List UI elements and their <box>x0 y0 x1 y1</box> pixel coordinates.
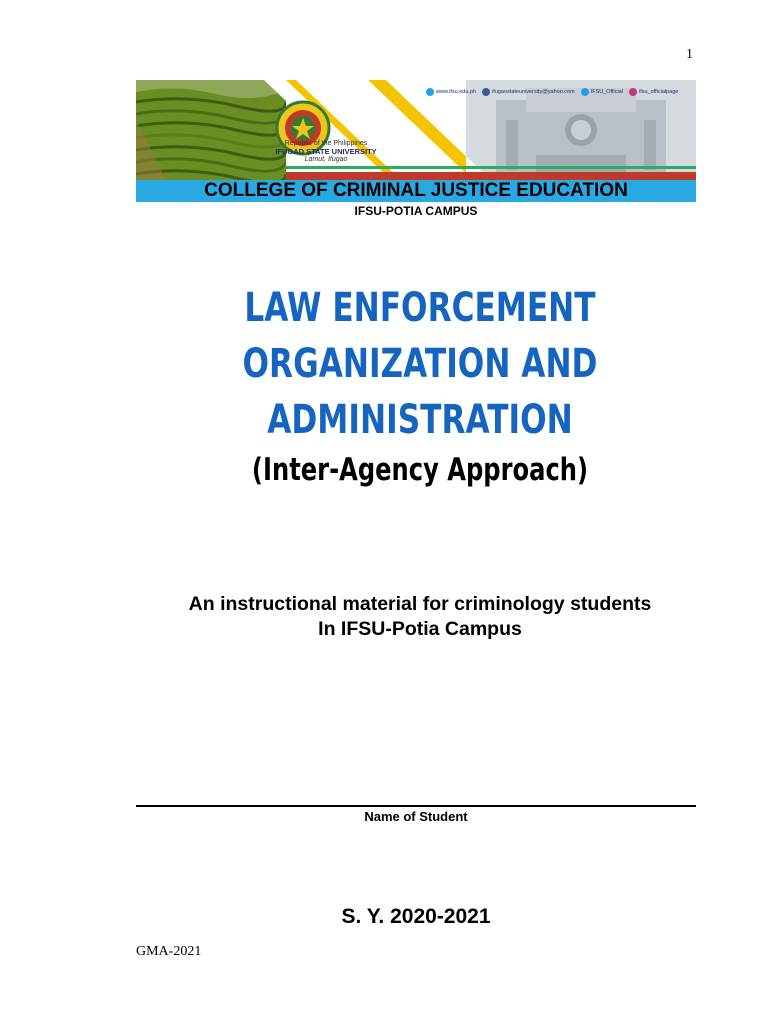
contact-links <box>426 88 756 96</box>
twitter-icon <box>581 88 589 96</box>
title-line-1: LAW ENFORCEMENT <box>244 285 596 331</box>
document-title <box>170 280 669 448</box>
contact-twitter: IFSU_Official <box>581 88 623 96</box>
contact-web: www.ifsu.edu.ph <box>426 88 476 96</box>
contact-facebook: ifugaostateuniversity@yahoo.com <box>482 88 575 96</box>
description-line-2: In IFSU-Potia Campus <box>318 618 522 640</box>
document-description <box>100 592 740 642</box>
footer-code: GMA-2021 <box>136 944 202 959</box>
facebook-icon <box>482 88 490 96</box>
description-line-1: An instructional material for criminology students <box>188 593 652 615</box>
document-subtitle: (Inter-Agency Approach) <box>251 452 589 488</box>
student-name-label: Name of Student <box>364 809 468 824</box>
republic-label: Republic of the Philippines <box>284 140 368 147</box>
contact-instagram: ifsu_officialpage <box>629 88 678 96</box>
student-name-line <box>136 805 696 807</box>
college-name-bar: COLLEGE OF CRIMINAL JUSTICE EDUCATION <box>136 180 696 202</box>
campus-label: IFSU-POTIA CAMPUS <box>354 204 478 218</box>
university-location: Lamut, Ifugao <box>304 156 348 163</box>
university-name: IFUGAD STATE UNIVERSITY <box>275 147 377 156</box>
instagram-icon <box>629 88 637 96</box>
title-line-3: ADMINISTRATION <box>267 397 573 443</box>
university-name-block <box>256 140 396 164</box>
web-icon <box>426 88 434 96</box>
page-number: 1 <box>686 47 693 62</box>
school-year: S. Y. 2020-2021 <box>341 905 491 928</box>
title-line-2: ORGANIZATION AND <box>242 341 598 387</box>
